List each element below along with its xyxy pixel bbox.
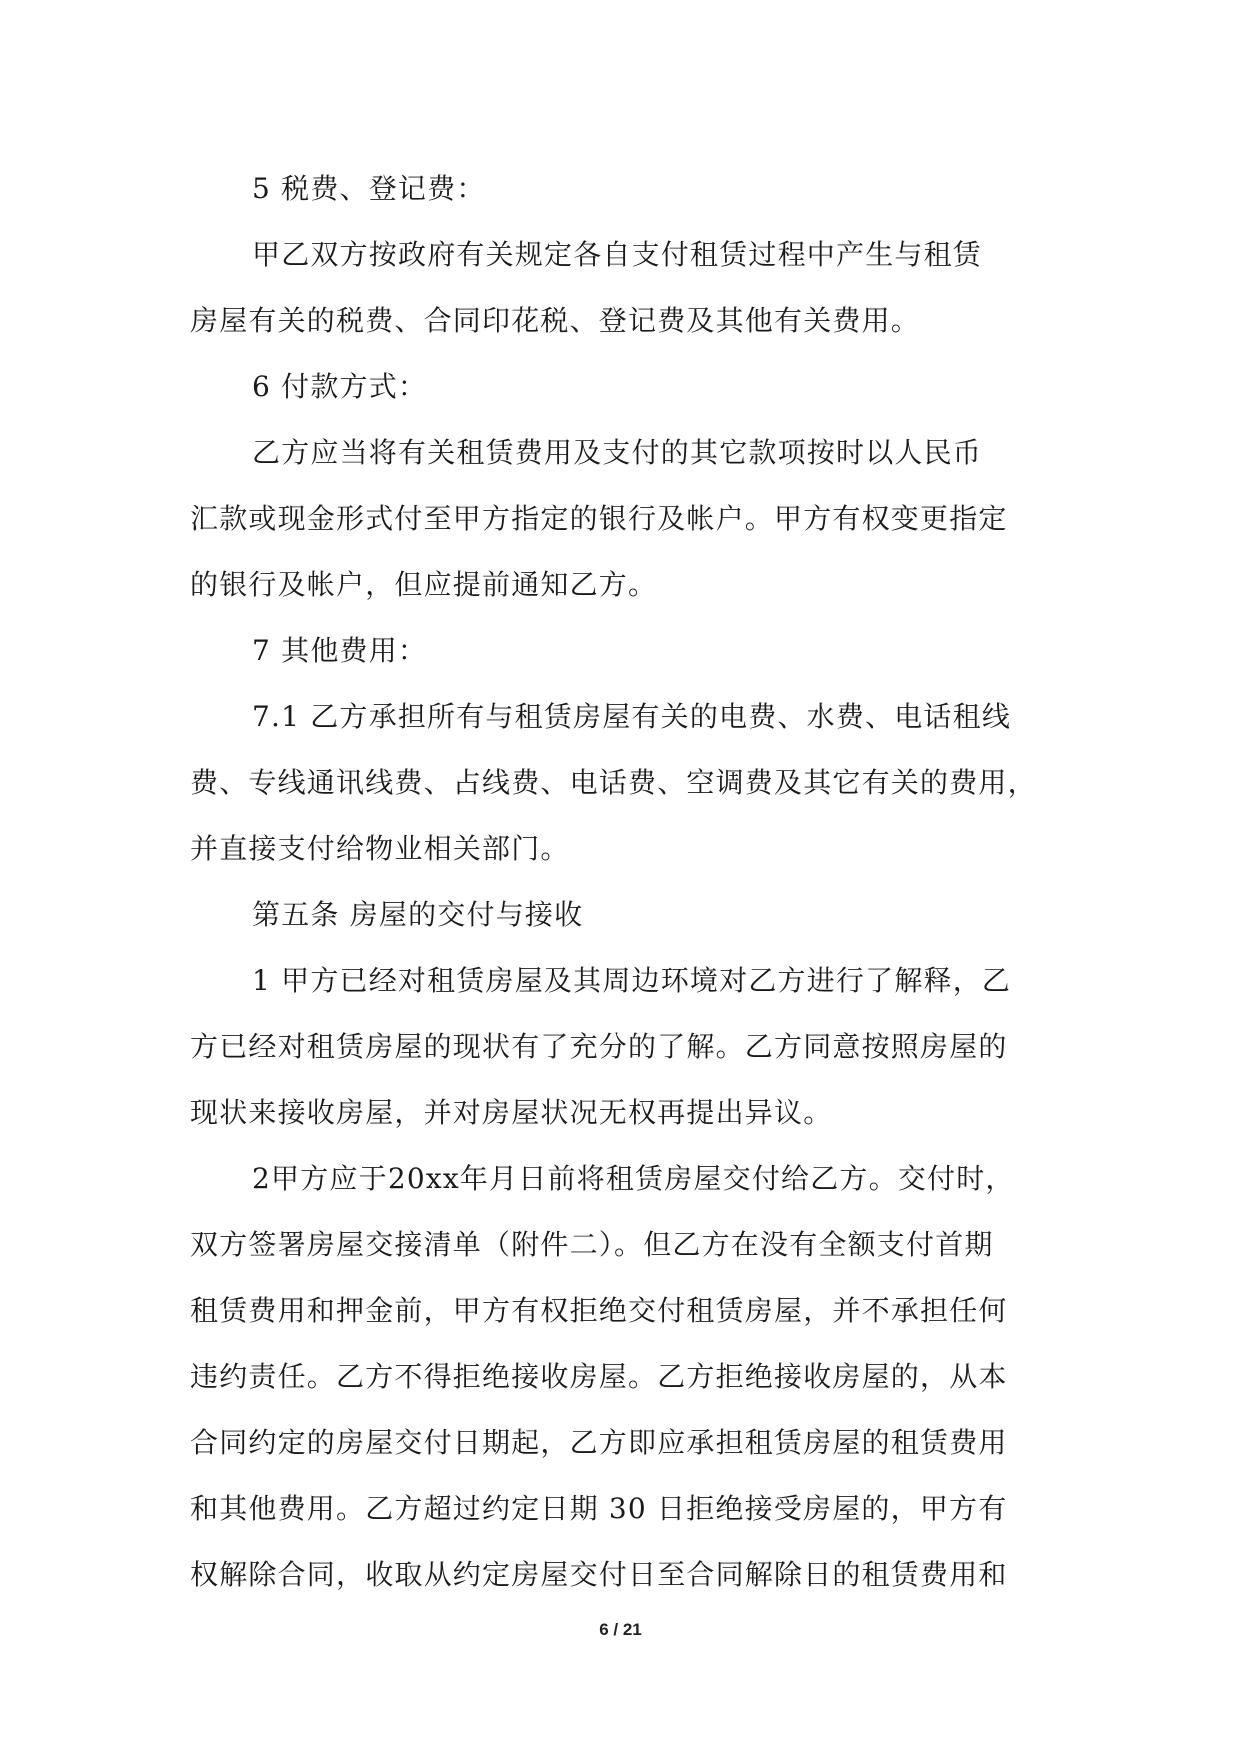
text-line: 乙方应当将有关租赁费用及支付的其它款项按时以人民币 (252, 436, 983, 469)
text-line: 方已经对租赁房屋的现状有了充分的了解。乙方同意按照房屋的 (190, 1030, 1008, 1063)
text-line: 第五条 房屋的交付与接收 (252, 898, 584, 931)
text-line: 5 税费、登记费： (252, 172, 486, 205)
text-line: 合同约定的房屋交付日期起，乙方即应承担租赁房屋的租赁费用 (190, 1426, 1008, 1459)
text-line: 权解除合同，收取从约定房屋交付日至合同解除日的租赁费用和 (190, 1558, 1008, 1591)
text-line: 违约责任。乙方不得拒绝接收房屋。乙方拒绝接收房屋的，从本 (190, 1360, 1008, 1393)
text-line: 2甲方应于20xx年月日前将租赁房屋交付给乙方。交付时， (252, 1162, 1015, 1195)
text-line: 的银行及帐户，但应提前通知乙方。 (190, 568, 658, 601)
text-line: 房屋有关的税费、合同印花税、登记费及其他有关费用。 (190, 304, 921, 337)
text-line: 甲乙双方按政府有关规定各自支付租赁过程中产生与租赁 (252, 238, 983, 271)
text-line: 7.1 乙方承担所有与租赁房屋有关的电费、水费、电话租线 (252, 700, 1012, 733)
text-line: 并直接支付给物业相关部门。 (190, 832, 570, 865)
text-line: 费、专线通讯线费、占线费、电话费、空调费及其它有关的费用， (190, 766, 1037, 799)
document-body (190, 156, 1060, 1608)
text-line: 1 甲方已经对租赁房屋及其周边环境对乙方进行了解释，乙 (252, 964, 1012, 997)
page-number: 6 / 21 (599, 1620, 642, 1639)
text-line: 汇款或现金形式付至甲方指定的银行及帐户。甲方有权变更指定 (190, 502, 1008, 535)
text-line: 7 其他费用： (252, 634, 428, 667)
text-line: 和其他费用。乙方超过约定日期 30 日拒绝接受房屋的，甲方有 (190, 1492, 1008, 1525)
text-line: 6 付款方式： (252, 370, 428, 403)
text-line: 现状来接收房屋，并对房屋状况无权再提出异议。 (190, 1096, 833, 1129)
text-line: 租赁费用和押金前，甲方有权拒绝交付租赁房屋，并不承担任何 (190, 1294, 1008, 1327)
text-line: 双方签署房屋交接清单（附件二）。但乙方在没有全额支付首期 (190, 1228, 994, 1261)
